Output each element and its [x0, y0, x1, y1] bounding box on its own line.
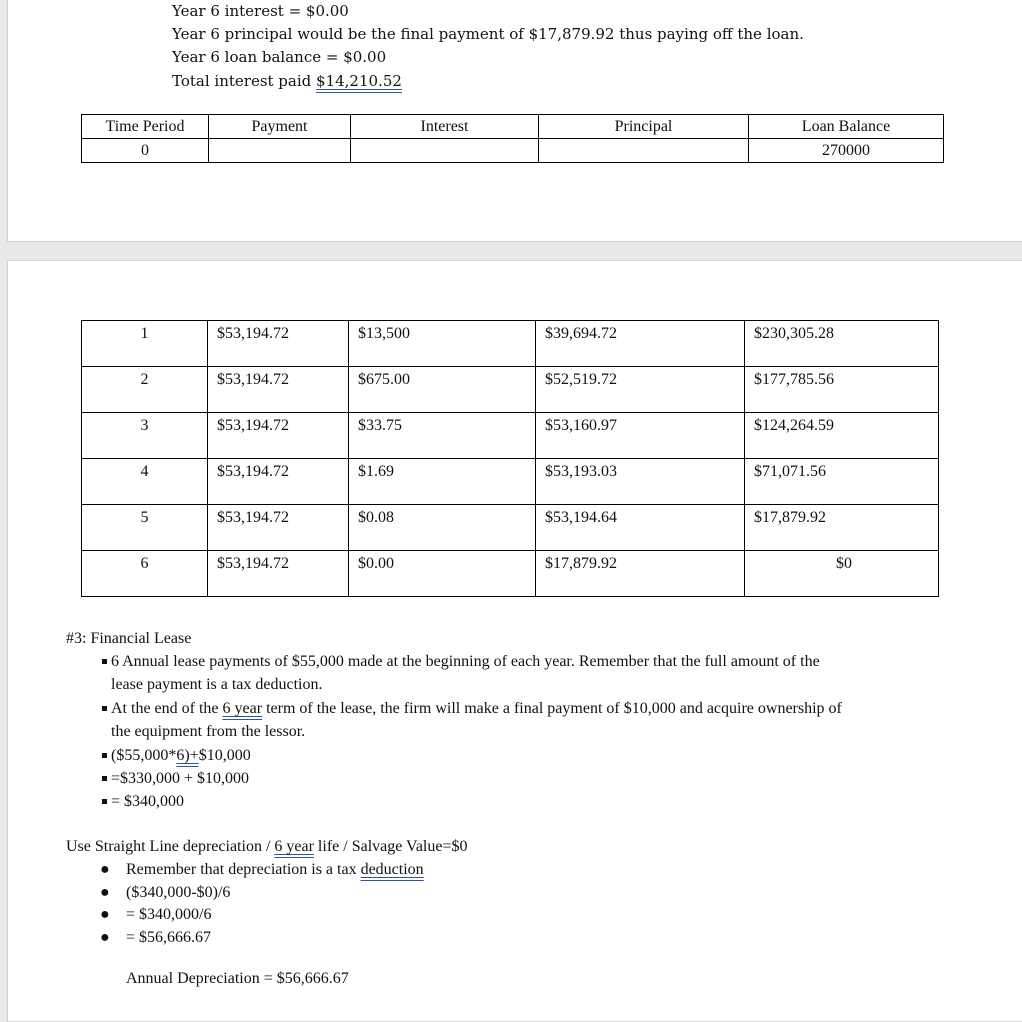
header-time-period: Time Period: [82, 115, 209, 139]
year6-interest-text: Year 6 interest = $0.00: [172, 2, 349, 20]
cell-balance: $71,071.56: [745, 459, 939, 505]
cell-period: 0: [82, 139, 209, 163]
cell-balance: $0: [745, 551, 939, 597]
bullet-icon: ●: [100, 929, 110, 946]
bullet-text: ($55,000*: [111, 747, 177, 764]
cell-interest: $0.08: [349, 505, 536, 551]
header-loan-balance: Loan Balance: [749, 115, 944, 139]
bullet-text: term of the lease, the firm will make a final payment of $10,000 and acquire ownership of: [262, 700, 842, 717]
header-principal: Principal: [539, 115, 749, 139]
cell-balance: 270000: [749, 139, 944, 163]
depreciation-heading: [66, 835, 468, 858]
total-interest-text: [172, 70, 402, 94]
lease-bullet-2-cont: the equipment from the lessor.: [111, 723, 306, 740]
header-payment: Payment: [209, 115, 351, 139]
heading-text: Use Straight Line depreciation /: [66, 838, 275, 855]
table-row: [82, 139, 944, 163]
cell-interest: $33.75: [349, 413, 536, 459]
cell-interest: [351, 139, 539, 163]
bullet-icon: ●: [100, 861, 110, 878]
table-row: [82, 367, 939, 413]
table-header-row: [82, 115, 944, 139]
cell-interest: $0.00: [349, 551, 536, 597]
header-interest: Interest: [351, 115, 539, 139]
lease-bullet-4: [111, 767, 249, 790]
square-bullet-icon: [102, 799, 107, 804]
cell-payment: $53,194.72: [208, 459, 349, 505]
total-interest-label: Total interest paid: [172, 72, 317, 90]
lease-bullet-1: [111, 650, 820, 673]
bullet-text: 6 Annual lease payments of $55,000 made at the beginning of each year. Remember that the full amount of the: [111, 653, 820, 670]
year6-principal-text: Year 6 principal would be the final payment of $17,879.92 thus paying off the loan.: [172, 25, 804, 43]
cell-period: 4: [82, 459, 208, 505]
table-row: [82, 321, 939, 367]
cell-period: 5: [82, 505, 208, 551]
lease-bullet-1-cont: lease payment is a tax deduction.: [111, 676, 323, 693]
cell-balance: $177,785.56: [745, 367, 939, 413]
cell-principal: $53,160.97: [536, 413, 745, 459]
cell-payment: $53,194.72: [208, 505, 349, 551]
depreciation-bullet-3: [100, 903, 212, 926]
cell-payment: [209, 139, 351, 163]
square-bullet-icon: [102, 753, 107, 758]
cell-period: 3: [82, 413, 208, 459]
table-row: [82, 551, 939, 597]
cell-payment: $53,194.72: [208, 367, 349, 413]
amortization-header-table: [81, 114, 944, 163]
cell-principal: $53,193.03: [536, 459, 745, 505]
square-bullet-icon: [102, 659, 107, 664]
cell-balance: $124,264.59: [745, 413, 939, 459]
spellcheck-flag[interactable]: deduction: [360, 861, 424, 878]
cell-interest: $13,500: [349, 321, 536, 367]
bullet-icon: ●: [100, 884, 110, 901]
bullet-text: Remember that depreciation is a tax: [126, 861, 361, 878]
cell-balance: $17,879.92: [745, 505, 939, 551]
spellcheck-flag[interactable]: 6)+: [176, 747, 199, 764]
lease-bullet-5: [111, 790, 184, 813]
cell-interest: $675.00: [349, 367, 536, 413]
bullet-text: =$330,000 + $10,000: [111, 770, 250, 787]
cell-period: 2: [82, 367, 208, 413]
lease-heading: #3: Financial Lease: [66, 630, 192, 647]
bullet-text: $10,000: [198, 747, 251, 764]
cell-principal: [539, 139, 749, 163]
cell-interest: $1.69: [349, 459, 536, 505]
cell-principal: $17,879.92: [536, 551, 745, 597]
cell-period: 6: [82, 551, 208, 597]
total-interest-value[interactable]: $14,210.52: [316, 72, 402, 90]
heading-text: life / Salvage Value=$0: [313, 838, 468, 855]
cell-principal: $39,694.72: [536, 321, 745, 367]
amortization-table: [81, 320, 939, 597]
cell-balance: $230,305.28: [745, 321, 939, 367]
cell-principal: $53,194.64: [536, 505, 745, 551]
depreciation-bullet-4: [100, 926, 212, 949]
bullet-icon: ●: [100, 906, 110, 923]
bullet-text: At the end of the: [111, 700, 223, 717]
bullet-text: = $56,666.67: [126, 929, 212, 946]
cell-payment: $53,194.72: [208, 551, 349, 597]
lease-bullet-2: [111, 697, 842, 720]
square-bullet-icon: [102, 706, 107, 711]
table-row: [82, 459, 939, 505]
square-bullet-icon: [102, 776, 107, 781]
year6-balance-text: Year 6 loan balance = $0.00: [172, 48, 387, 66]
cell-period: 1: [82, 321, 208, 367]
table-row: [82, 505, 939, 551]
table-row: [82, 413, 939, 459]
cell-payment: $53,194.72: [208, 321, 349, 367]
annual-depreciation: Annual Depreciation = $56,666.67: [126, 970, 349, 987]
lease-bullet-3: [111, 744, 251, 767]
depreciation-bullet-1: [100, 858, 424, 881]
cell-payment: $53,194.72: [208, 413, 349, 459]
spellcheck-flag[interactable]: 6 year: [274, 838, 314, 855]
cell-principal: $52,519.72: [536, 367, 745, 413]
depreciation-bullet-2: [100, 881, 231, 904]
bullet-text: = $340,000/6: [126, 906, 212, 923]
bullet-text: = $340,000: [111, 793, 185, 810]
spellcheck-flag[interactable]: 6 year: [222, 700, 263, 717]
bullet-text: ($340,000-$0)/6: [126, 884, 231, 901]
